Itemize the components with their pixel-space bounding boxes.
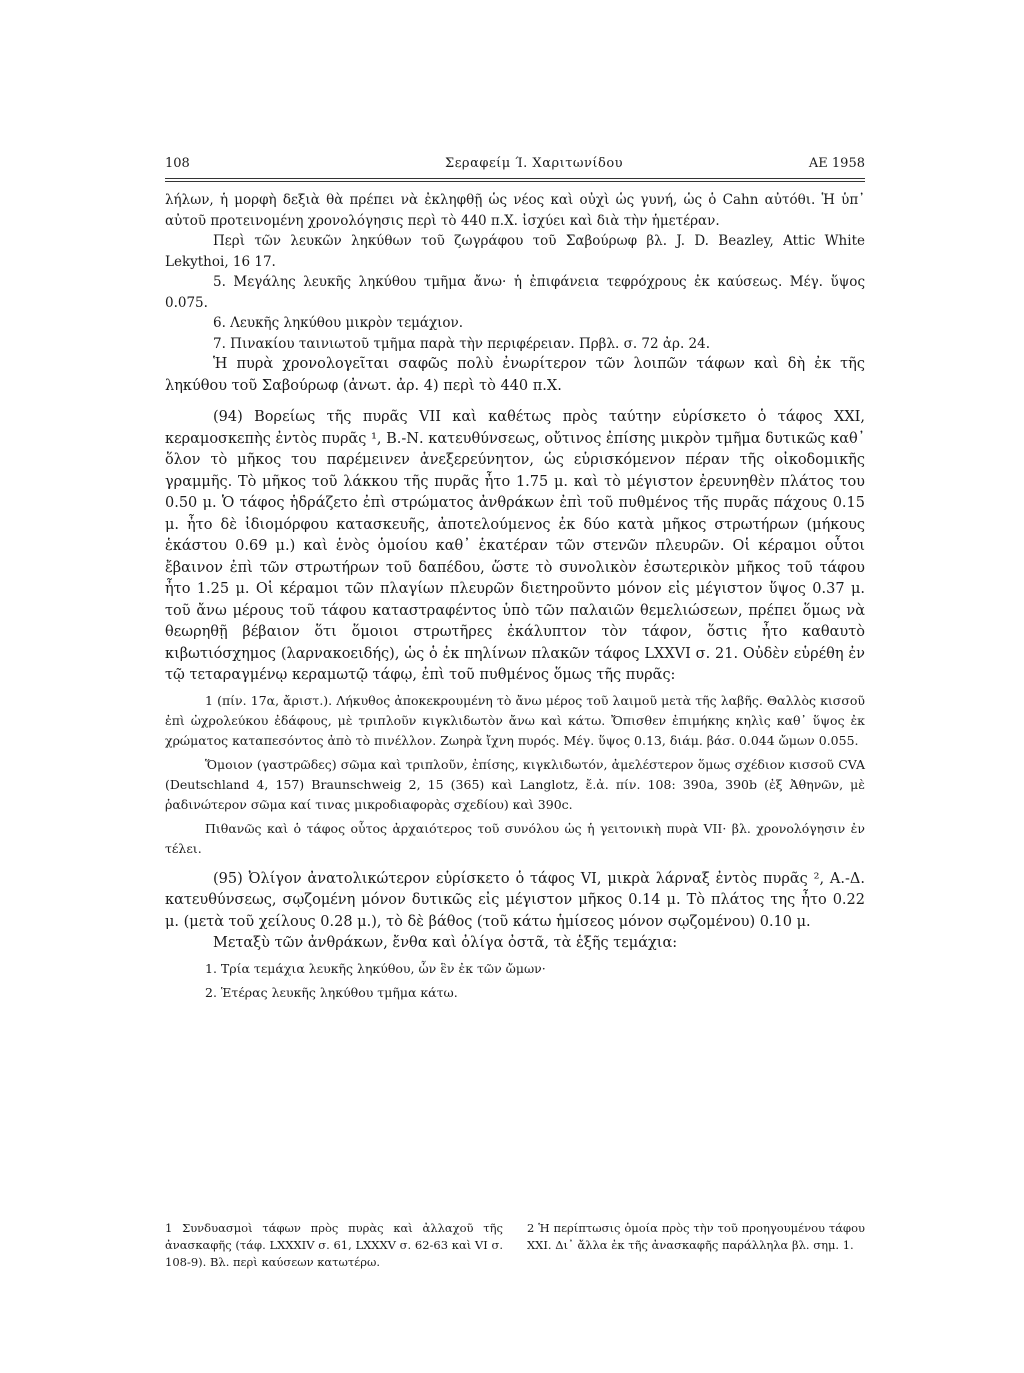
footnote-1: 1 Συνδυασμοὶ τάφων πρὸς πυρὰς καὶ ἀλλαχοῦ τῆς ἀνασκαφῆς (τάφ. LXXXIV σ. 61, LXXXV σ. 62-63 καὶ VI σ. 108-9). Βλ. περὶ καύσεων κατωτέρω. (165, 1221, 503, 1269)
paragraph: Μεταξὺ τῶν ἀνθράκων, ἔνθα καὶ ὀλίγα ὀστᾶ, τὰ ἑξῆς τεμάχια: (213, 935, 678, 951)
paragraph: Ὅμοιον (γαστρῶδες) σῶμα καὶ τριπλοῦν, ἐπίσης, κιγκλιδωτόν, ἀμελέστερον ὅμως σχέδιον κισσοῦ CVA (Deutschland 4, 157) Braunschweig 2, 15 (365) καὶ Langlotz, ἔ.ἀ. πίν. 108: 390a, 390b (ἐξ Ἀθηνῶν, μὲ ῥαδινώτερον σῶμα καί τινας μικροδιαφορὰς σχεδίου) καὶ 390c. (165, 756, 865, 812)
page-number: 108 (165, 156, 190, 171)
paragraph: Πιθανῶς καὶ ὁ τάφος οὗτος ἀρχαιότερος τοῦ συνόλου ὡς ἡ γειτονικὴ πυρὰ VII· βλ. χρονολόγησιν ἐν τέλει. (165, 820, 865, 856)
catalogue-entry: 2. Ἑτέρας λευκῆς ληκύθου τμῆμα κάτω. (205, 984, 458, 1000)
header-rule (165, 178, 865, 179)
running-author: Σεραφείμ Ί. Χαριτωνίδου (445, 156, 624, 171)
catalogue-entry: 7. Πινακίου ταινιωτοῦ τμῆμα παρὰ τὴν περιφέρειαν. Πρβλ. σ. 72 ἀρ. 24. (213, 335, 710, 352)
catalogue-entry: 1 (πίν. 17α, ἄριστ.). Λήκυθος ἀποκεκρουμένη τὸ ἄνω μέρος τοῦ λαιμοῦ μετὰ τῆς λαβῆς. Θαλλὸς κισσοῦ ἐπὶ ὠχρολεύκου ἐδάφους, μὲ τριπλοῦν κιγκλιδωτὸν ἄνω καὶ κάτω. Ὄπισθεν ἐπιμήκης κηλὶς καθ᾽ ὕψος ἐκ χρώματος καταπεσόντος ἀπὸ τὸ πινέλλον. Ζωηρὰ ἴχνη πυρός. Μέγ. ὕψος 0.13, διάμ. βάσ. 0.044 ὤμων 0.055. (165, 692, 865, 748)
paragraph: Ἡ πυρὰ χρονολογεῖται σαφῶς πολὺ ἐνωρίτερον τῶν λοιπῶν τάφων καὶ δὴ ἐκ τῆς ληκύθου τοῦ Σαβούρωφ (ἀνωτ. ἀρ. 4) περὶ τὸ 440 π.Χ. (165, 356, 865, 394)
footnote-2: 2 Ἡ περίπτωσις ὁμοία πρὸς τὴν τοῦ προηγουμένου τάφου XXI. Δι᾽ ἄλλα ἐκ τῆς ἀνασκαφῆς παράλληλα βλ. σημ. 1. (527, 1221, 865, 1252)
paragraph: (95) Ὀλίγον ἀνατολικώτερον εὑρίσκετο ὁ τάφος VI, μικρὰ λάρναξ ἐντὸς πυρᾶς ², Α.-Δ. κατευθύνσεως, σῳζομένη μόνον δυτικῶς εἰς μέγιστον μῆκος 0.14 μ. Τὸ πλάτος της ἦτο 0.22 μ. (μετὰ τοῦ χείλους 0.28 μ.), τὸ δὲ βάθος (τοῦ κάτω ἡμίσεος μόνον σῳζομένου) 0.10 μ. (165, 870, 865, 930)
catalogue-entry: 1. Τρία τεμάχια λευκῆς ληκύθου, ὧν ἓν ἐκ τῶν ὤμων· (205, 960, 546, 976)
paragraph: Περὶ τῶν λευκῶν ληκύθων τοῦ ζωγράφου τοῦ Σαβούρωφ βλ. J. D. Beazley, Attic White Lekythoi, 16 17. (165, 233, 865, 270)
catalogue-entry: 5. Μεγάλης λευκῆς ληκύθου τμῆμα ἄνω· ἡ ἐπιφάνεια τεφρόχρους ἐκ καύσεως. Μέγ. ὕψος 0.075. (165, 274, 865, 311)
header-rule-2 (165, 181, 865, 182)
running-header (165, 156, 865, 176)
main-text (165, 190, 865, 1003)
journal-label: ΑΕ 1958 (808, 156, 865, 171)
catalogue-entry: 6. Λευκῆς ληκύθου μικρὸν τεμάχιον. (213, 315, 464, 331)
paragraph: (94) Βορείως τῆς πυρᾶς VII καὶ καθέτως πρὸς ταύτην εὑρίσκετο ὁ τάφος XXI, κεραμοσκεπὴς ἐντὸς πυρᾶς ¹, Β.-Ν. κατευθύνσεως, οὔτινος ἐπίσης μικρὸν τμῆμα δυτικῶς καθ᾽ ὅλον τὸ μῆκος του παρέμεινεν ἀνεξερεύνητον, ὡς εὑρισκόμενον πέραν τῆς οἰκοδομικῆς γραμμῆς. Τὸ μῆκος τοῦ λάκκου τῆς πυρᾶς ἦτο 1.75 μ. καὶ τὸ μέγιστον ἐρευνηθὲν πλάτος του 0.50 μ. Ὁ τάφος ἡδράζετο ἐπὶ στρώματος ἀνθράκων ἐπὶ τοῦ πυθμένος τῆς πυρᾶς πάχους 0.15 μ. ἦτο δὲ ἰδιομόρφου κατασκευῆς, ἀποτελούμενος ἐκ δύο κατὰ μῆκος στρωτήρων (μήκους ἑκάστου 0.69 μ.) καὶ ἑνὸς ὁμοίου καθ᾽ ἑκατέραν τῶν στενῶν πλευρῶν. Οἱ κέραμοι οὗτοι ἔβαινον ἐπὶ τῶν στρωτήρων τοῦ δαπέδου, ὥστε τὸ συνολικὸν ἐσωτερικὸν μῆκος τοῦ τάφου ἦτο 1.25 μ. Οἱ κέραμοι τῶν πλαγίων πλευρῶν διετηροῦντο μόνον εἰς μέγιστον ὕψος 0.37 μ. τοῦ ἄνω μέρους τοῦ τάφου καταστραφέντος ὑπὸ τῶν παλαιῶν θεμελιώσεων, πρέπει ὅμως νὰ θεωρηθῇ βέβαιον ὅτι ὅμοιοι στρωτῆρες ἐκάλυπτον τὸν τάφον, ὅστις ἦτο καθαυτὸ κιβωτιόσχημος (λαρνακοειδής), ὡς ὁ ἐκ πηλίνων πλακῶν τάφος LXXVI σ. 21. Οὐδὲν εὑρέθη ἐν τῷ τεταραγμένῳ κεραμωτῷ τάφῳ, ἐπὶ τοῦ πυθμένος ὅμως τῆς πυρᾶς: (165, 409, 865, 683)
paragraph: λήλων, ἡ μορφὴ δεξιὰ θὰ πρέπει νὰ ἐκληφθῇ ὡς νέος καὶ οὐχὶ ὡς γυνή, ὡς ὁ Cahn αὐτόθι. Ἡ ὑπ᾽ αὐτοῦ προτεινομένη χρονολόγησις περὶ τὸ 440 π.Χ. ἰσχύει καὶ διὰ τὴν ἡμετέραν. (165, 192, 865, 229)
